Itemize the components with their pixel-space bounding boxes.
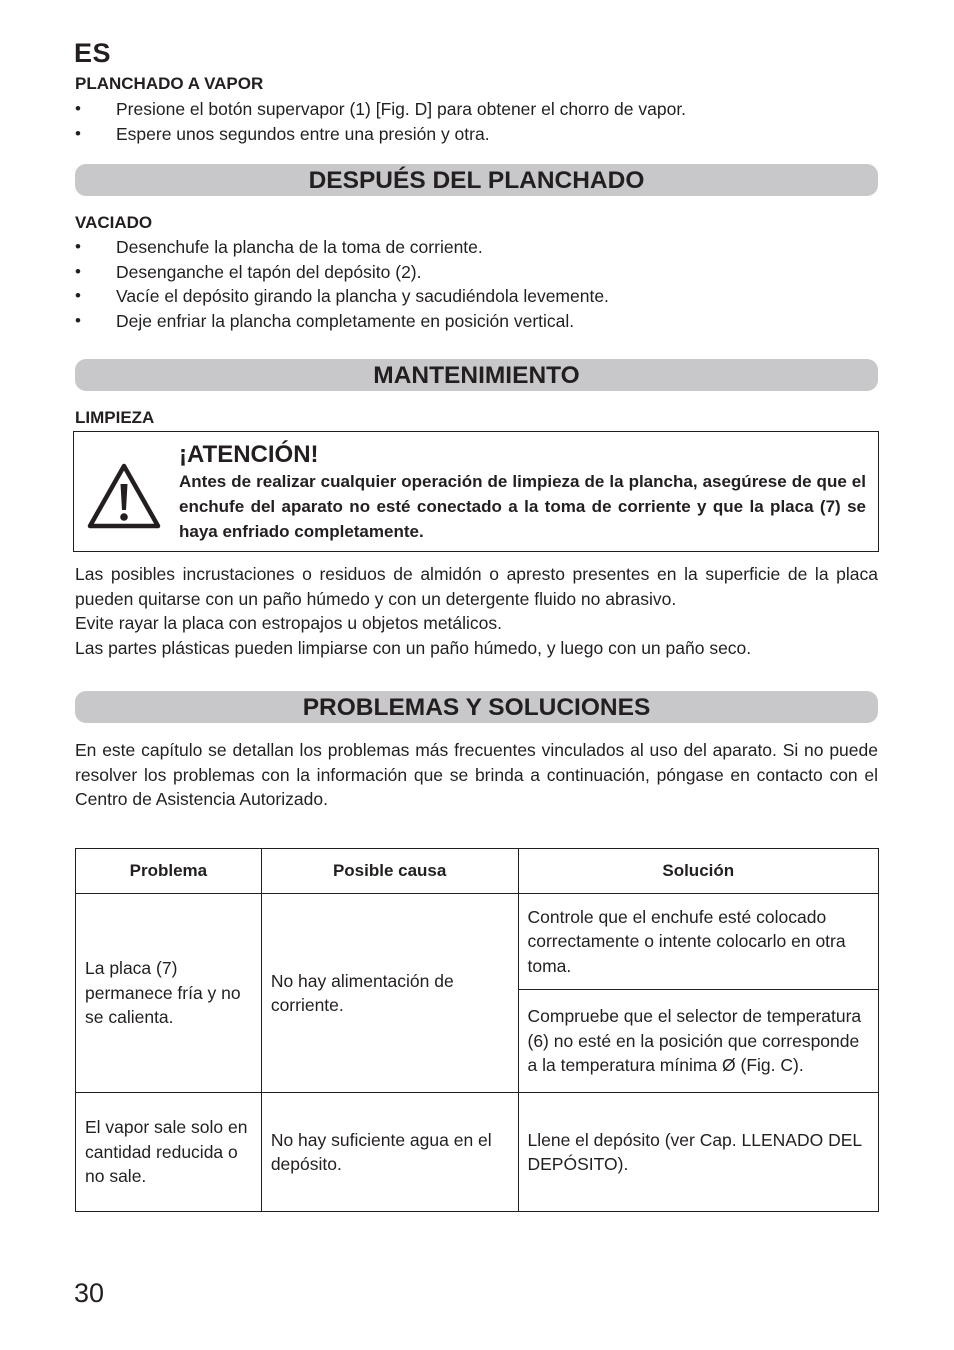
- problem-cell: El vapor sale solo en cantidad reducida o no sale.: [76, 1093, 262, 1212]
- column-header-solution: Solución: [518, 849, 879, 894]
- list-item: • Desenganche el tapón del depósito (2).: [75, 260, 609, 285]
- problem-cell: La placa (7) permanece fría y no se calienta.: [76, 894, 262, 1093]
- column-header-problem: Problema: [76, 849, 262, 894]
- section-title-troubleshooting: PROBLEMAS Y SOLUCIONES: [75, 691, 878, 723]
- page-number: 30: [74, 1278, 105, 1308]
- cause-cell: No hay suficiente agua en el depósito.: [261, 1093, 518, 1212]
- cleaning-paragraphs: [75, 562, 878, 660]
- steam-bullet-list: [75, 97, 686, 146]
- list-item: • Presione el botón supervapor (1) [Fig. D] para obtener el chorro de vapor.: [75, 97, 686, 122]
- emptying-heading: VACIADO: [75, 213, 153, 232]
- section-title-after-ironing: DESPUÉS DEL PLANCHADO: [75, 164, 878, 196]
- list-item: • Vacíe el depósito girando la plancha y sacudiéndola levemente.: [75, 284, 609, 309]
- cleaning-heading: LIMPIEZA: [75, 408, 155, 427]
- warning-triangle-icon: [87, 462, 161, 530]
- emptying-bullet-list: [75, 235, 609, 333]
- warning-title: ¡ATENCIÓN!: [179, 441, 319, 468]
- language-code: ES: [74, 38, 112, 68]
- list-item: • Desenchufe la plancha de la toma de corriente.: [75, 235, 609, 260]
- troubleshooting-intro: [75, 738, 878, 812]
- paragraph: Las partes plásticas pueden limpiarse con un paño húmedo, y luego con un paño seco.: [75, 637, 752, 658]
- column-header-cause: Posible causa: [261, 849, 518, 894]
- warning-text: Antes de realizar cualquier operación de limpieza de la plancha, asegúrese de que el enchufe del aparato no esté conectado a la toma de corriente y que la placa (7) se haya enfriado completamente.: [179, 472, 866, 541]
- steam-heading: PLANCHADO A VAPOR: [75, 74, 264, 93]
- section-title-maintenance: MANTENIMIENTO: [75, 359, 878, 391]
- table-row: [76, 894, 879, 990]
- solution-cell: Llene el depósito (ver Cap. LLENADO DEL DEPÓSITO).: [518, 1093, 879, 1212]
- list-item: • Deje enfriar la plancha completamente en posición vertical.: [75, 309, 609, 334]
- solution-cell: Controle que el enchufe esté colocado correctamente o intente colocarlo en otra toma.: [518, 894, 879, 990]
- paragraph: Las posibles incrustaciones o residuos de almidón o apresto presentes en la superficie de la placa pueden quitarse con un paño húmedo y con un detergente fluido no abrasivo.: [75, 564, 878, 609]
- cause-cell: No hay alimentación de corriente.: [261, 894, 518, 1093]
- list-item: • Espere unos segundos entre una presión y otra.: [75, 122, 686, 147]
- troubleshooting-table: [75, 848, 879, 1212]
- solution-cell: Compruebe que el selector de temperatura (6) no esté en la posición que corresponde a la temperatura mínima Ø (Fig. C).: [518, 990, 879, 1093]
- table-row: [76, 1093, 879, 1212]
- table-header-row: [76, 849, 879, 894]
- paragraph: En este capítulo se detallan los problemas más frecuentes vinculados al uso del aparato. Si no puede resolver los problemas con la información que se brinda a continuación, póngase en contacto con el Centro de Asistencia Autorizado.: [75, 740, 878, 809]
- paragraph: Evite rayar la placa con estropajos u objetos metálicos.: [75, 613, 503, 633]
- warning-box: [73, 431, 879, 552]
